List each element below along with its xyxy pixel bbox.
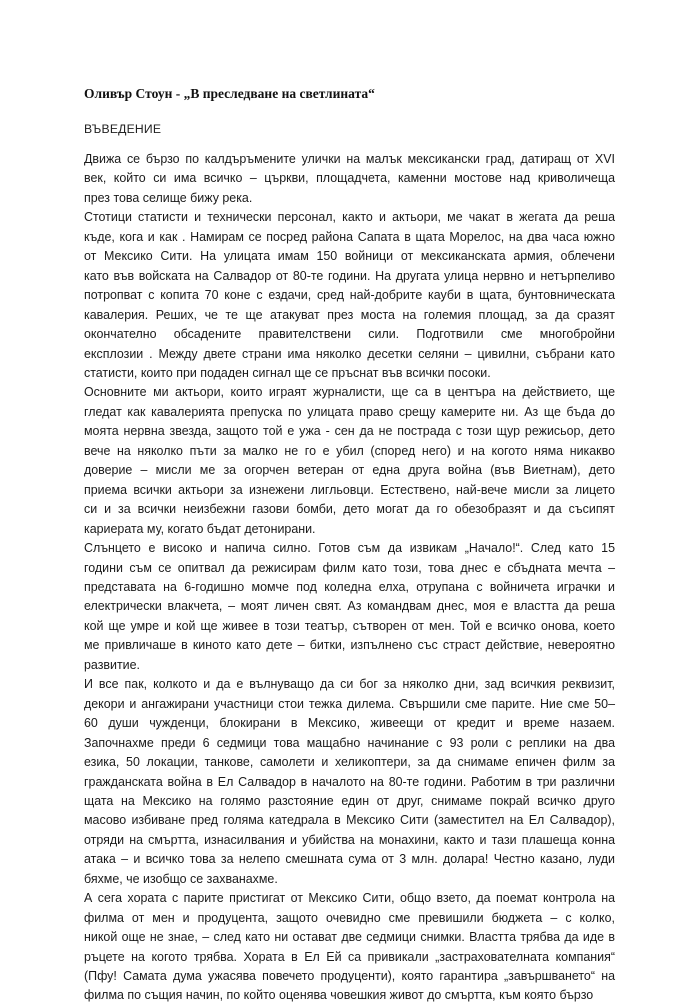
text-line: развитие. <box>84 657 140 672</box>
paragraph <box>84 383 615 539</box>
text-line: години съм се опитвал да режисирам филм като този, това днес е сбъдната мечта – <box>84 560 615 575</box>
text-line: през това селище бижу река. <box>84 190 253 205</box>
text-line: филма по същия начин, по който оценява човешкия живот до смъртта, към която бързо <box>84 988 594 1003</box>
document-title: Оливър Стоун - „В преследване на светлината“ <box>84 86 375 101</box>
text-line: си и за всички неизбежни газови бомби, дето могат да го обезобразят и да съсипят <box>84 502 615 517</box>
text-line: кариерата му, когато бъдат детонирани. <box>84 521 316 536</box>
text-line: потропват с копита 70 коне с ездачи, сред най-добрите кауби в щата, бунтовническата <box>84 288 615 303</box>
text-line: филма от мен и продуцента, защото очевидно сме превишили бюджета – с колко, <box>84 910 615 925</box>
text-line: гледат как кавалерията препуска по улицата право срещу камерите ни. Аз ще бъда до <box>84 404 615 419</box>
text-line: Основните ми актьори, които играят журналисти, ще са в центъра на действието, ще <box>84 385 615 400</box>
paragraph <box>84 150 615 208</box>
text-line: отряди на смъртта, изнасилвания и убийства на монахини, както и тази плашеща конна <box>84 832 615 847</box>
text-line: декори и ангажирани участници стои тежка дилема. Свършили сме парите. Ние сме 50– <box>84 696 615 711</box>
text-line: кавалерия. Реших, че те ще атакуват през моста на големия площад, за да сразят <box>84 307 615 322</box>
text-line: от Мексико Сити. На улицата имам 150 войници от мексиканската армия, облечени <box>84 249 615 264</box>
text-line: Движа се бързо по калдъръмените улички на малък мексикански град, датиращ от XVI <box>84 152 615 166</box>
text-line: кой ще умре и кой ще живее в този театър, сътворен от мен. Той е всичко онова, което <box>84 618 615 633</box>
text-line: доверие – мисли ме за огорчен ветеран от една друга война (във Виетнам), дето <box>84 463 615 478</box>
section-heading: ВЪВЕДЕНИЕ <box>84 122 162 136</box>
paragraph <box>84 675 615 889</box>
text-line: статисти, които при подаден сигнал ще се пръснат във всички посоки. <box>84 365 491 380</box>
text-line: Слънцето е високо и напича силно. Готов съм да извикам „Начало!“. След като 15 <box>84 541 615 556</box>
text-line: като във войската на Салвадор от 80-те години. На другата улица нервно и нетърпеливо <box>84 268 615 283</box>
text-line: век, който си има всичко – църкви, площадчета, каменни мостове над криволичеща <box>84 171 615 186</box>
paragraph <box>84 539 615 675</box>
text-line: гражданската война в Ел Салвадор в началото на 80-те години. Работим в три различни <box>84 774 615 789</box>
text-line: атака – и всичко това за нелепо смешната сума от 3 млн. долара! Честно казано, луди <box>84 852 615 867</box>
text-line: (Пфу! Самата дума ужасява повечето продуценти), която гарантира „завършването“ на <box>84 969 615 984</box>
text-line: представата на 6-годишно момче под коледна елха, отрупана с войничета играчки и <box>84 579 615 594</box>
text-line: електрически влакчета, – моят личен свят. Аз командвам днес, моя е властта да реша <box>84 599 615 614</box>
text-line: моята нервна звезда, защото той е ужа - сен да не пострада с този щур режисьор, дето <box>84 424 615 439</box>
text-line: вече на няколко пъти за малко не го е убил (според него) и на когото няма никакво <box>84 443 615 458</box>
text-line: бяхме, че изобщо се захванахме. <box>84 871 278 886</box>
text-line: ръцете на когото трябва. Хората в Ел Ей са привикали „застрахователната компания“ <box>84 949 615 964</box>
text-line: езика, 50 локации, танкове, самолети и хеликоптери, за да снимаме епичен филм за <box>84 755 615 770</box>
text-line: ме привличаше в киното като дете – битки, изпълнено със страст действие, невероятно <box>84 638 615 653</box>
text-line: А сега хората с парите пристигат от Мексико Сити, общо взето, да поемат контрола на <box>84 891 615 906</box>
text-line: Започнахме преди 6 седмици това мащабно начинание с 93 роли с реплики на два <box>84 735 615 750</box>
text-line: приема всички актьори за изнежени лигльовци. Естествено, най-вече мисли за лицето <box>84 482 615 497</box>
text-line: Стотици статисти и технически персонал, както и актьори, ме чакат в жегата да реша <box>84 210 615 225</box>
text-line: И все пак, колкото и да е вълнуващо да си бог за няколко дни, зад всичкия реквизит, <box>84 677 615 692</box>
text-line: окончателно обсадените правителствени сили. Подготвили сме многобройни <box>84 327 615 342</box>
text-line: къде, кога и как . Намирам се посред района Сапата в щата Морелос, на два часа южно <box>84 229 615 244</box>
text-line: масово избиване пред голяма катедрала в Мексико Сити (заместител на Ел Салвадор), <box>84 813 615 828</box>
text-line: никой още не знае, – след като ни остават две седмици снимки. Властта трябва да иде в <box>84 930 615 945</box>
document-body <box>84 150 615 1006</box>
paragraph <box>84 889 615 1006</box>
text-line: експлозии . Между двете страни има няколко десетки селяни – цивилни, събрани като <box>84 346 615 361</box>
text-line: 60 души чужденци, блокирани в Мексико, живеещи от кредит и време назаем. <box>84 716 615 731</box>
text-line: щата на Мексико на голямо разстояние един от друг, снимаме покрай всичко друго <box>84 793 615 808</box>
paragraph <box>84 208 615 383</box>
